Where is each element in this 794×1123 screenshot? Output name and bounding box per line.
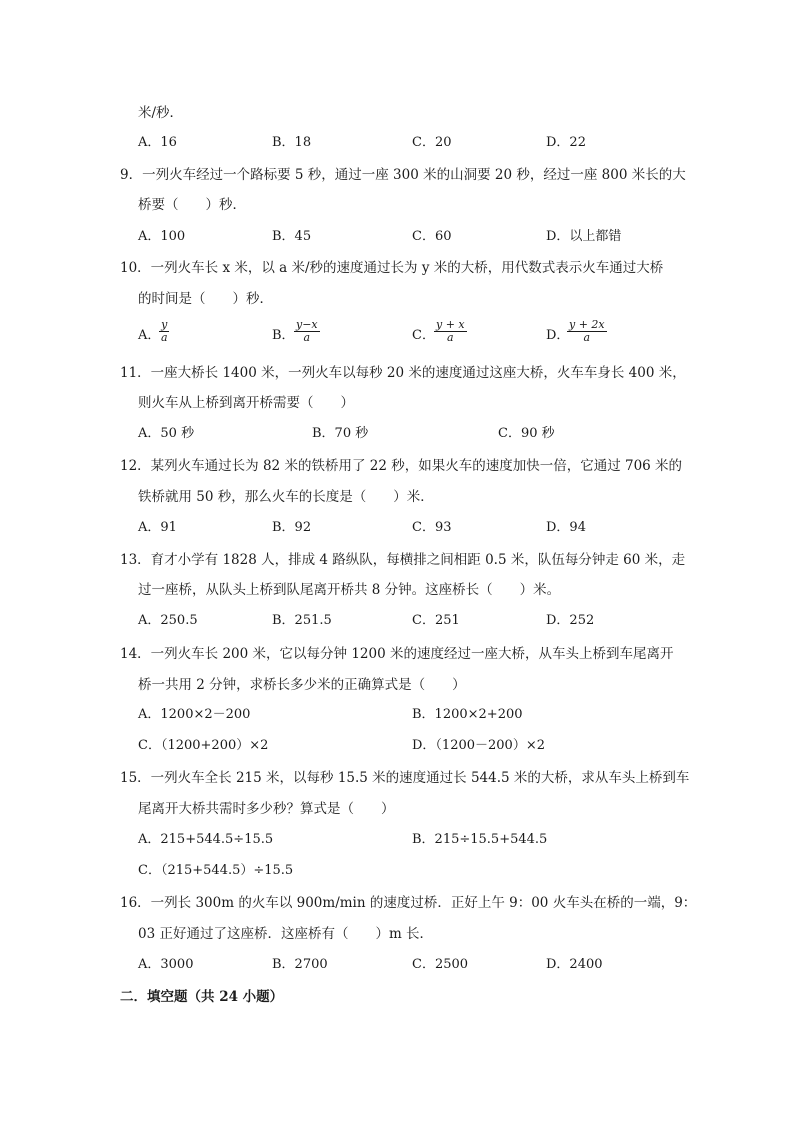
q14-option-a: A．1200×2－200 [138,707,251,722]
q10-option-c-label: C． [412,328,435,343]
fraction-denominator: a [303,331,311,344]
question-8-tail: 米/秒． [138,105,184,121]
q9-option-d: D．以上都错 [546,229,622,244]
q13-option-b: B．251.5 [272,613,332,628]
question-9-line-1: 9．一列火车经过一个路标要 5 秒，通过一座 300 米的山洞要 20 秒，经过一座 800 米长的大 [120,167,686,183]
q15-option-b: B．215÷15.5+544.5 [412,832,548,847]
q16-option-c: C．2500 [412,957,469,972]
q9-option-a: A．100 [138,229,186,244]
question-15-line-2: 尾离开大桥共需时多少秒？算式是（ ） [138,801,395,817]
question-12-line-1: 12．某列火车通过长为 82 米的铁桥用了 22 秒，如果火车的速度加快一倍，它通过 706 米的 [120,458,683,474]
q11-option-b: B．70 秒 [312,426,369,441]
question-16-line-2: 03 正好通过了这座桥．这座桥有（ ）m 长． [138,926,434,942]
q8-option-d: D．22 [546,135,586,150]
q14-option-d: D．（1200－200）×2 [412,738,545,753]
q9-option-c: C．60 [412,229,452,244]
q9-option-b: B．45 [272,229,312,244]
q12-option-a: A．91 [138,520,177,535]
question-9-line-2: 桥要（ ）秒． [138,197,246,213]
q10-option-b-label: B． [272,328,295,343]
question-15-line-1: 15．一列火车全长 215 米，以每秒 15.5 米的速度通过长 544.5 米的大桥，求从车头上桥到车 [120,770,690,786]
q10-option-d-fraction [567,319,607,344]
q12-option-d: D．94 [546,520,586,535]
q8-option-a: A．16 [138,135,177,150]
q11-option-a: A．50 秒 [138,426,195,441]
q13-option-a: A．250.5 [138,613,198,628]
q13-option-c: C．251 [412,613,460,628]
q16-option-a: A．3000 [138,957,194,972]
question-11-line-2: 则火车从上桥到离开桥需要（ ） [138,395,354,411]
q14-option-b: B．1200×2+200 [412,707,523,722]
q10-option-d-label: D． [546,328,570,343]
question-10-line-1: 10．一列火车长 x 米，以 a 米/秒的速度通过长为 y 米的大桥，用代数式表示火车通过大桥 [120,260,664,276]
question-14-line-2: 桥一共用 2 分钟，求桥长多少米的正确算式是（ ） [138,677,466,693]
fraction-numerator: y−x [296,318,318,331]
fraction-denominator: a [447,331,454,344]
q8-option-c: C．20 [412,135,452,150]
q11-option-c: C．90 秒 [498,426,555,441]
question-11-line-1: 11．一座大桥长 1400 米，一列火车以每秒 20 米的速度通过这座大桥，火车车身长 400 米， [120,365,686,381]
q15-option-c: C．（215+544.5）÷15.5 [138,863,294,878]
question-13-line-1: 13．育才小学有 1828 人，排成 4 路纵队，每横排之间相距 0.5 米，队伍每分钟走 60 米，走 [120,552,686,568]
fraction-denominator: a [161,331,168,344]
fraction-numerator: y + 2x [569,318,605,331]
q16-option-b: B．2700 [272,957,328,972]
q12-option-b: B．92 [272,520,312,535]
q14-option-c: C．（1200+200）×2 [138,738,269,753]
section-heading: 二．填空题（共 24 小题） [120,989,284,1005]
q13-option-d: D．252 [546,613,595,628]
q10-option-b-fraction [294,319,320,344]
fraction-numerator: y + x [436,318,465,331]
question-14-line-1: 14．一列火车长 200 米，它以每分钟 1200 米的速度经过一座大桥，从车头上桥到车尾离开 [120,646,674,662]
q10-option-c-fraction [434,319,467,344]
q8-option-b: B．18 [272,135,312,150]
question-12-line-2: 铁桥就用 50 秒，那么火车的长度是（ ）米． [138,489,434,505]
q10-option-a-fraction [159,319,170,344]
q16-option-d: D．2400 [546,957,603,972]
question-13-line-2: 过一座桥，从队头上桥到队尾离开桥共 8 分钟。这座桥长（ ）米。 [138,582,561,598]
fraction-denominator: a [583,331,591,344]
fraction-numerator: y [161,318,168,331]
question-16-line-1: 16．一列长 300m 的火车以 900m/min 的速度过桥．正好上午 9：00 火车头在桥的一端，9： [120,895,697,911]
q10-option-a-label: A． [138,328,161,343]
q15-option-a: A．215+544.5÷15.5 [138,832,274,847]
q12-option-c: C．93 [412,520,452,535]
question-10-line-2: 的时间是（ ）秒． [138,291,273,307]
